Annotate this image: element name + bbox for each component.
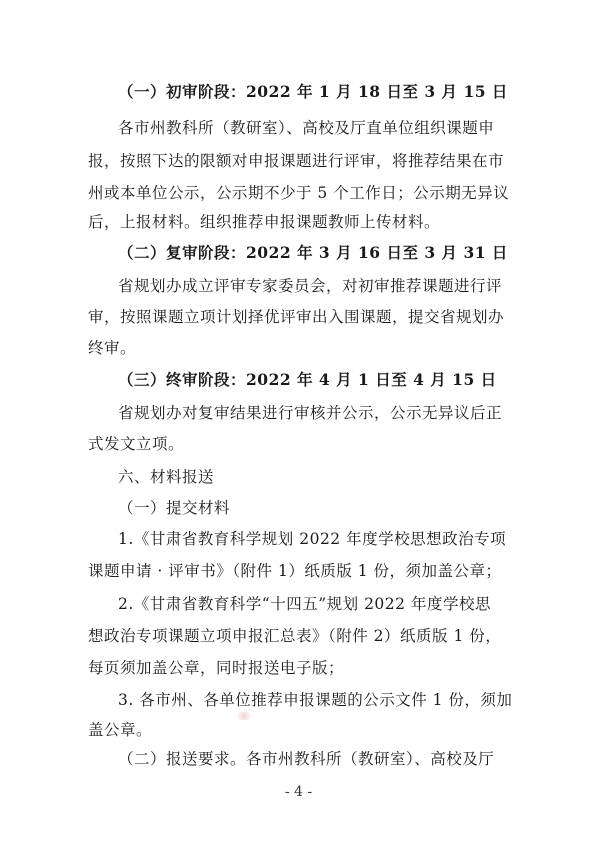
- paragraph-line: 省规划办对复审结果进行审核并公示，公示无异议后正: [118, 404, 503, 422]
- stage-one-heading: （一）初审阶段：2022 年 1 月 18 日至 3 月 15 日: [118, 82, 508, 101]
- paragraph-line: 审，按照课题立项计划择优评审出入围课题，提交省规划办: [88, 308, 505, 326]
- paragraph-line: 式发文立项。: [88, 435, 185, 453]
- list-item-line: 想政治专项课题立项申报汇总表》（附件 2）纸质版 1 份，: [88, 627, 502, 645]
- list-item-line: 3. 各市州、各单位推荐申报课题的公示文件 1 份，须加: [118, 691, 513, 709]
- paragraph-line: （二）报送要求。各市州教科所（教研室）、高校及厅: [118, 750, 495, 768]
- paragraph-line: 后，上报材料。组织推荐申报课题教师上传材料。: [88, 213, 441, 231]
- list-item-line: 1.《甘肃省教育科学规划 2022 年度学校思想政治专项: [118, 530, 507, 548]
- paragraph-line: 报，按照下达的限额对申报课题进行评审，将推荐结果在市: [88, 152, 505, 170]
- list-item-line: 课题申请 · 评审书》（附件 1）纸质版 1 份，须加盖公章；: [88, 562, 502, 580]
- paragraph-line: 省规划办成立评审专家委员会，对初审推荐课题进行评: [118, 277, 503, 295]
- paragraph-line: 终审。: [88, 339, 137, 357]
- paragraph-line: 各市州教科所（教研室）、高校及厅直单位组织课题申: [118, 119, 495, 137]
- section-heading: 六、材料报送: [118, 468, 215, 486]
- stamp-residue: [234, 712, 254, 720]
- page-number: - 4 -: [284, 784, 313, 800]
- stage-two-heading: （二）复审阶段：2022 年 3 月 16 日至 3 月 31 日: [118, 243, 508, 262]
- list-item-line: 盖公章。: [88, 721, 153, 739]
- paragraph-line: 州或本单位公示，公示期不少于 5 个工作日；公示期无异议: [88, 184, 510, 202]
- list-item-line: 2.《甘肃省教育科学“十四五”规划 2022 年度学校思: [118, 595, 491, 613]
- stage-three-heading: （三）终审阶段：2022 年 4 月 1 日至 4 月 15 日: [118, 370, 497, 389]
- list-item-line: 每页须加盖公章，同时报送电子版；: [88, 659, 345, 677]
- subsection-heading: （一）提交材料: [118, 499, 231, 517]
